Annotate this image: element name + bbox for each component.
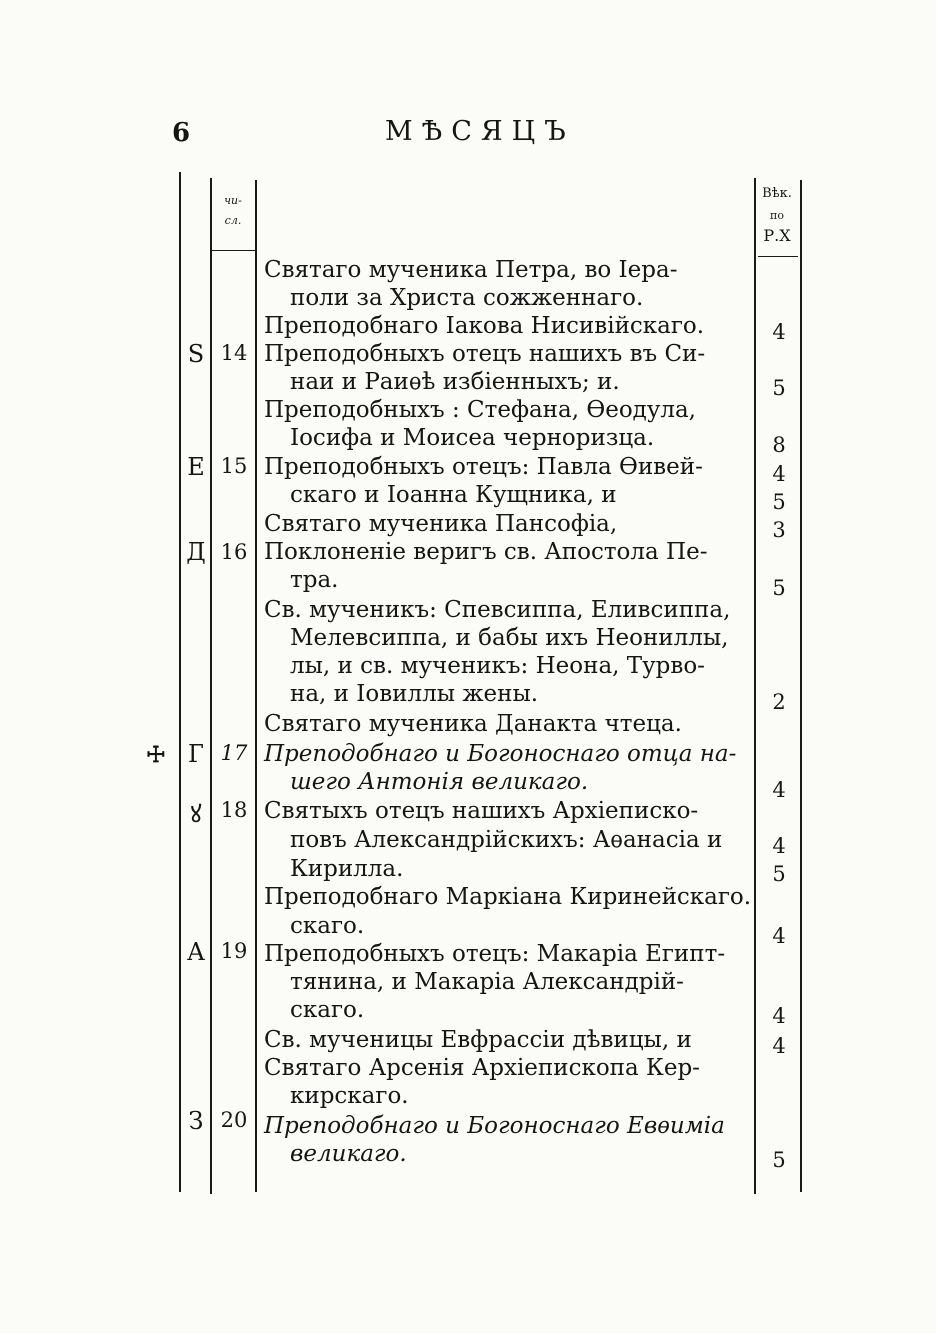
page-number: 6 (172, 118, 191, 148)
entry-line: тра. (290, 567, 339, 593)
entry-line: Святаго Арсенія Архіепископа Кер- (264, 1055, 700, 1081)
weekday-letter: Г (188, 740, 204, 768)
weekday-letter: А (186, 938, 206, 966)
weekday-letter: ꙋ (190, 800, 202, 828)
frame-line-letter (210, 178, 212, 1194)
entry-line: Кирилла. (290, 856, 404, 882)
entry-line: Святыхъ отецъ нашихъ Архіеписко- (264, 798, 699, 824)
entry-line: Мелевсиппа, и бабы ихъ Неониллы, (290, 625, 729, 651)
century-number: 2 (772, 690, 786, 714)
century-number: 5 (772, 576, 786, 600)
entry-line: Св. мученикъ: Спевсиппа, Еливсиппа, (264, 597, 731, 623)
frame-line-century-right (800, 180, 802, 1192)
century-number: 4 (772, 1004, 786, 1028)
day-number: 17 (220, 741, 248, 765)
entry-line: великаго. (290, 1141, 407, 1167)
entry-line: скаго. (290, 913, 365, 939)
weekday-letter: S (187, 340, 205, 368)
century-number: 5 (772, 1148, 786, 1172)
day-number: 16 (220, 540, 248, 564)
frame-line-date (255, 180, 257, 1192)
weekday-letter: Д (186, 538, 206, 566)
entry-line: Іосифа и Моисеа черноризца. (290, 425, 655, 451)
century-number: 4 (772, 924, 786, 948)
century-number: 8 (772, 433, 786, 457)
entry-line: Преподобныхъ : Стефана, Ѳеодула, (264, 397, 696, 423)
century-number: 5 (772, 862, 786, 886)
entry-line: Святаго мученика Данакта чтеца. (264, 711, 682, 737)
day-number: 19 (220, 939, 248, 963)
frame-line-century-left (754, 178, 756, 1194)
entry-line: Преподобныхъ отецъ: Макаріа Египт- (264, 941, 726, 967)
entry-line: лы, и св. мученикъ: Неона, Турво- (290, 653, 705, 679)
entry-line: Преподобнаго и Богоноснаго отца на- (264, 741, 737, 767)
entry-line: поли за Христа сожженнаго. (290, 285, 644, 311)
day-number: 20 (220, 1108, 248, 1132)
entry-line: наи и Раиѳѣ избіенныхъ; и. (290, 369, 620, 395)
entry-line: кирскаго. (290, 1083, 409, 1109)
header-rule-date (212, 250, 255, 251)
century-number: 4 (772, 778, 786, 802)
century-number: 4 (772, 834, 786, 858)
header-century-line-3: Р.Х (763, 226, 791, 245)
entry-line: скаго. (290, 997, 365, 1023)
entry-line: шего Антонія великаго. (290, 769, 589, 795)
entry-line: тянина, и Макаріа Александрій- (290, 969, 684, 995)
entry-line: Преподобнаго и Богоноснаго Евѳиміа (264, 1113, 725, 1139)
century-number: 4 (772, 320, 786, 344)
century-number: 5 (772, 376, 786, 400)
century-number: 4 (772, 1034, 786, 1058)
entry-line: Преподобнаго Іакова Нисивійскаго. (264, 313, 705, 339)
entry-line: Преподобныхъ отецъ нашихъ въ Си- (264, 341, 706, 367)
century-number: 3 (772, 518, 786, 542)
header-century-line-2: по (770, 209, 784, 222)
header-rule-century (758, 256, 798, 257)
day-number: 15 (220, 454, 248, 478)
day-number: 18 (220, 798, 248, 822)
entry-line: Святаго мученика Пансофіа, (264, 511, 618, 537)
weekday-letter: З (188, 1107, 204, 1135)
header-century-line-1: Вѣк. (762, 186, 792, 201)
entry-line: Поклоненіе веригъ св. Апостола Пе- (264, 539, 708, 565)
century-number: 4 (772, 462, 786, 486)
margin-cross-icon: ☩ (146, 742, 166, 768)
weekday-letter: Е (187, 453, 205, 481)
header-date-line-2: сл. (224, 214, 242, 227)
entry-line: Св. мученицы Евфрассіи дѣвицы, и (264, 1027, 692, 1053)
frame-line-outer-left (179, 172, 181, 1192)
page-title: МѢСЯЦЪ (385, 116, 575, 147)
entry-line: Преподобныхъ отецъ: Павла Ѳивей- (264, 454, 703, 480)
entry-line: повъ Александрійскихъ: Аѳанасіа и (290, 827, 723, 853)
header-date-line-1: чи- (224, 194, 242, 207)
entry-line: на, и Іовиллы жены. (290, 681, 539, 707)
entry-line: скаго и Іоанна Кущника, и (290, 482, 617, 508)
entry-line: Преподобнаго Маркіана Киринейскаго. (264, 884, 752, 910)
entry-line: Святаго мученика Петра, во Іера- (264, 257, 678, 283)
century-number: 5 (772, 490, 786, 514)
day-number: 14 (220, 341, 248, 365)
